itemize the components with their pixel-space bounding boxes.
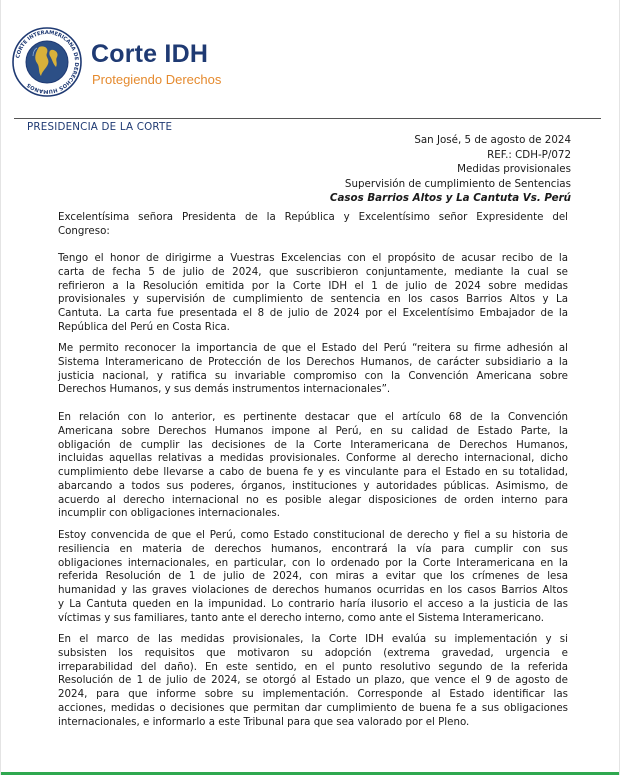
paragraph-line: refirieron a la Resolución emitida por la Corte IDH el 1 de julio de 2024 sobre medidas: [58, 279, 568, 292]
paragraph-line: abarcando a todos sus poderes, órganos, instituciones y autoridades públicas. Asimismo, de: [58, 479, 568, 492]
paragraph-line: Tengo el honor de dirigirme a Vuestras Excelencias con el propósito de acusar recibo de la: [58, 252, 568, 264]
paragraph-line: En relación con lo anterior, es pertinente destacar que el artículo 68 de la Convención: [58, 411, 568, 423]
paragraph-article-68: [58, 411, 568, 521]
paragraph-line: Congreso:: [58, 224, 110, 237]
topic-compliance-supervision: Supervisión de cumplimiento de Sentencias: [344, 177, 571, 190]
cases-title: Casos Barrios Altos y La Cantuta Vs. Perú: [329, 192, 571, 205]
paragraph-line: y La Cantuta queden en la impunidad. Lo contrario haría ilusorio el acceso a la justicia de las: [58, 597, 568, 610]
brand-name: Corte IDH: [91, 40, 209, 68]
paragraph-line: obligación de cumplir las decisiones de la Corte Interamericana de Derechos Humanos,: [58, 438, 568, 451]
paragraph-line: resiliencia en materia de derechos humanos, encontrará la vía para cumplir con sus: [58, 542, 568, 555]
paragraph-line: Me permito reconocer la importancia de que el Estado del Perú “reitera su firme adhesión al: [58, 342, 568, 354]
paragraph-line: En el marco de las medidas provisionales, la Corte IDH evalúa su implementación y si: [58, 633, 568, 645]
paragraph-recognition: [58, 342, 568, 397]
paragraph-line: 2024, para que informe sobre su implementación. Corresponde al Estado identificar las: [58, 688, 568, 700]
paragraph-provisional-measures: [58, 633, 568, 729]
paragraph-line: República del Perú en Costa Rica.: [58, 320, 230, 333]
paragraph-line: incumplir con obligaciones internacionales.: [58, 507, 280, 520]
place-date: San José, 5 de agosto de 2024: [414, 134, 571, 146]
reference-number: REF.: CDH-P/072: [487, 148, 571, 161]
paragraph-line: irreparabilidad del daño). En este sentido, en el punto resolutivo segundo de la referida: [58, 660, 568, 673]
header-divider: [14, 118, 601, 119]
paragraph-line: acuerdo al derecho internacional no es posible alegar disposiciones de orden interno para: [58, 493, 568, 506]
topic-provisional-measures: Medidas provisionales: [457, 163, 571, 176]
paragraph-line: justicia nacional, y ratifica su invariable compromiso con la Convención Americana sobre: [58, 369, 568, 382]
letter-meta: [330, 133, 571, 206]
svg-text:CORTE INTERAMERICANA DE DERECH: CORTE INTERAMERICANA DE DERECHOS HUMANOS: [15, 29, 80, 95]
paragraph-line: Derechos Humanos, y sus demás instrumentos internacionales”.: [58, 383, 391, 396]
paragraph-line: obligaciones internacionales, en particular, con lo ordenado por la Corte Interamericana en la: [58, 556, 568, 569]
paragraph-line: Estoy convencida de que el Perú, como Estado constitucional de derecho y fiel a su historia de: [58, 529, 568, 541]
paragraph-conviction: [58, 529, 568, 625]
paragraph-acknowledgement: [58, 252, 568, 335]
paragraph-line: Excelentísima señora Presidenta de la República y Excelentísimo señor Expresidente del: [58, 211, 568, 223]
paragraph-line: incluidas aquellas relativas a medidas provisionales. Conforme al derecho internacional, dicho: [58, 452, 568, 465]
corte-idh-logo: [11, 26, 83, 98]
paragraph-salutation: [58, 211, 568, 239]
paragraph-line: Resolución de 1 de julio de 2024, se otorgó al Estado un plazo, que vence el 9 de agosto de: [58, 674, 568, 687]
paragraph-line: provisionales y supervisión de cumplimiento de sentencia en los casos Barrios Altos y La: [58, 293, 568, 306]
paragraph-line: humanidad y las graves violaciones de derechos humanos ocurridas en los casos Barrios Altos: [58, 584, 568, 596]
paragraph-line: Cantuta. La carta fue presentada el 8 de julio de 2024 por el Excelentísimo Embajador de la: [58, 307, 568, 319]
paragraph-line: Sistema Interamericano de Protección de los Derechos Humanos, de carácter subsidiario a la: [58, 355, 568, 368]
brand-tagline: Protegiendo Derechos: [92, 72, 222, 87]
paragraph-line: cumplimiento debe llevarse a cabo de buena fe y es vinculante para el Estado en su totalidad,: [58, 466, 568, 478]
paragraph-line: Americana sobre Derechos Humanos impone al Perú, en su calidad de Estado Parte, la: [58, 424, 568, 437]
office-title: PRESIDENCIA DE LA CORTE: [27, 121, 173, 133]
paragraph-line: referida Resolución de 1 de julio de 2024, con miras a evitar que los crímenes de lesa: [58, 570, 568, 583]
paragraph-line: acciones, medidas o decisiones que permitan dar cumplimiento de buena fe a sus obligaciones: [58, 701, 568, 714]
paragraph-line: carta de fecha 5 de julio de 2024, que suscribieron conjuntamente, mediante la cual se: [58, 265, 568, 278]
paragraph-line: internacionales, e informarlo a este Tribunal para que sea valorado por el Pleno.: [58, 715, 470, 728]
paragraph-line: subsisten los requisitos que motivaron su adopción (extrema gravedad, urgencia e: [58, 646, 568, 659]
paragraph-line: víctimas y sus familiares, tanto ante el derecho interno, como ante el Sistema Interamericano.: [58, 611, 544, 624]
